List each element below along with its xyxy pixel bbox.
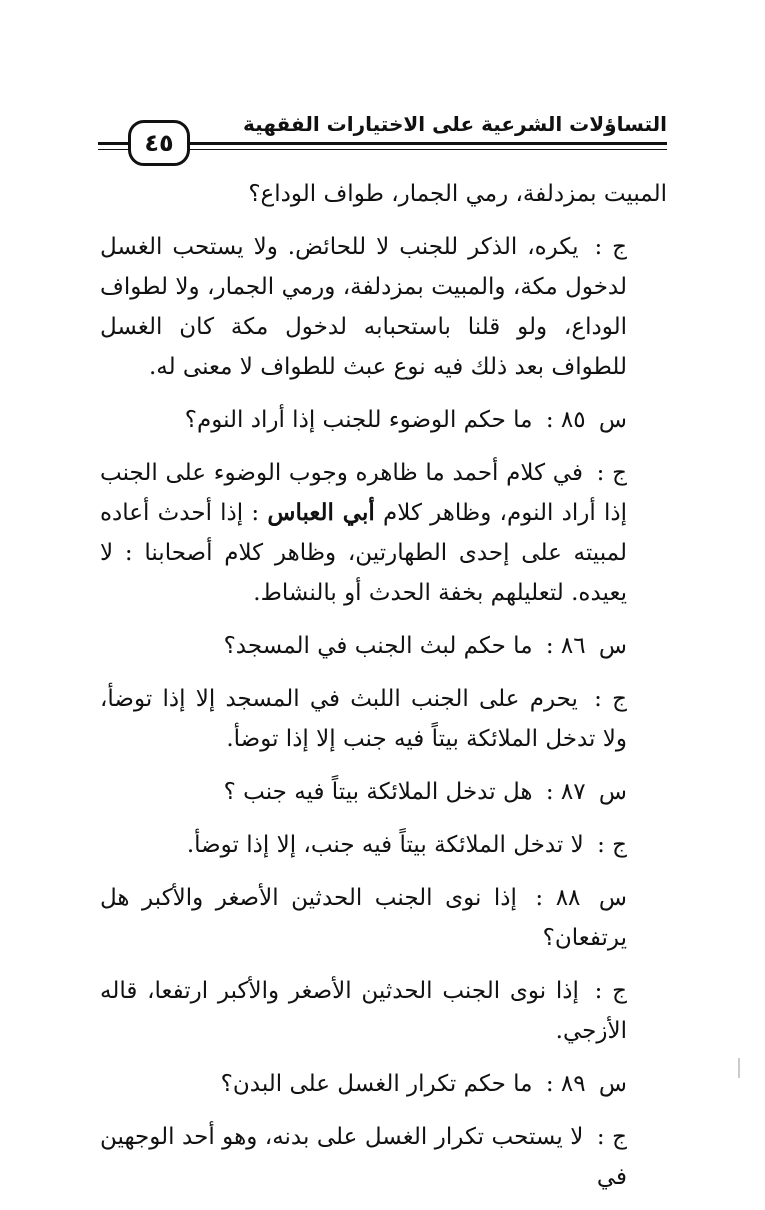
answer-88 xyxy=(100,971,667,1051)
answer-89 xyxy=(100,1117,667,1197)
question-label: س xyxy=(598,779,627,805)
answer-text: لا تدخل الملائكة بيتاً فيه جنب، إلا إذا توضأ. xyxy=(186,832,584,858)
answer-label: ج : xyxy=(597,832,627,858)
answer-text: إذا نوى الجنب الحدثين الأصغر والأكبر ارتفعا، قاله الأزجي. xyxy=(100,978,627,1044)
answer-84 xyxy=(100,227,667,387)
page-body xyxy=(100,174,667,1210)
answer-label: ج : xyxy=(596,1124,627,1150)
question-number: ٨٥ : xyxy=(545,407,586,433)
question-label: س xyxy=(598,1071,627,1097)
question-text: ما حكم لبث الجنب في المسجد؟ xyxy=(223,633,533,659)
answer-text: لا يستحب تكرار الغسل على بدنه، وهو أحد الوجهين في xyxy=(100,1124,627,1190)
question-87 xyxy=(100,772,667,812)
margin-scan-mark xyxy=(738,1058,740,1078)
answer-text: يكره، الذكر للجنب لا للحائض. ولا يستحب الغسل لدخول مكة، والمبيت بمزدلفة، ورمي الجمار، ولا لطواف الوداع، ولو قلنا باستحبابه لدخول مكة كان الغسل للطواف بعد ذلك فيه نوع عبث للطواف لا معنى له. xyxy=(100,234,627,380)
answer-label: ج : xyxy=(594,686,627,712)
answer-label: ج : xyxy=(596,460,627,486)
answer-87 xyxy=(100,825,667,865)
question-label: س xyxy=(598,633,627,659)
answer-label: ج : xyxy=(594,978,627,1004)
question-number: ٨٦ : xyxy=(545,633,586,659)
question-label: س xyxy=(598,407,627,433)
answer-text-part-2: : إذا أحدث أعاده لمبيته على إحدى الطهارتين، وظاهر كلام أصحابنا : لا يعيده. لتعليلهم بخفة الحدث أو بالنشاط. xyxy=(100,500,627,606)
answer-86 xyxy=(100,679,667,759)
answer-85 xyxy=(100,453,667,613)
question-number: ٨٨ : xyxy=(535,885,581,911)
answer-text-part-1: في كلام أحمد ما ظاهره وجوب الوضوء على الجنب إذا أراد النوم، وظاهر كلام xyxy=(100,460,628,526)
question-label: س xyxy=(598,885,627,911)
question-text: إذا نوى الجنب الحدثين الأصغر والأكبر هل يرتفعان؟ xyxy=(100,885,627,951)
question-number: ٨٩ : xyxy=(545,1071,586,1097)
continuation-line: المبيت بمزدلفة، رمي الجمار، طواف الوداع؟ xyxy=(248,181,667,207)
running-header-title: التساؤلات الشرعية على الاختيارات الفقهية xyxy=(243,112,667,136)
question-88 xyxy=(100,878,667,958)
answer-text: يحرم على الجنب اللبث في المسجد إلا إذا توضأ، ولا تدخل الملائكة بيتاً فيه جنب إلا إذا توضأ. xyxy=(100,686,627,752)
page-number-badge: ٤٥ xyxy=(128,120,190,166)
scholar-name: أبي العباس xyxy=(267,499,375,526)
question-text: ما حكم الوضوء للجنب إذا أراد النوم؟ xyxy=(184,407,533,433)
question-85 xyxy=(100,400,667,440)
question-text: ما حكم تكرار الغسل على البدن؟ xyxy=(220,1071,533,1097)
question-text: هل تدخل الملائكة بيتاً فيه جنب ؟ xyxy=(223,779,533,805)
question-86 xyxy=(100,626,667,666)
question-number: ٨٧ : xyxy=(545,779,586,805)
question-89 xyxy=(100,1064,667,1104)
answer-label: ج : xyxy=(594,234,628,260)
